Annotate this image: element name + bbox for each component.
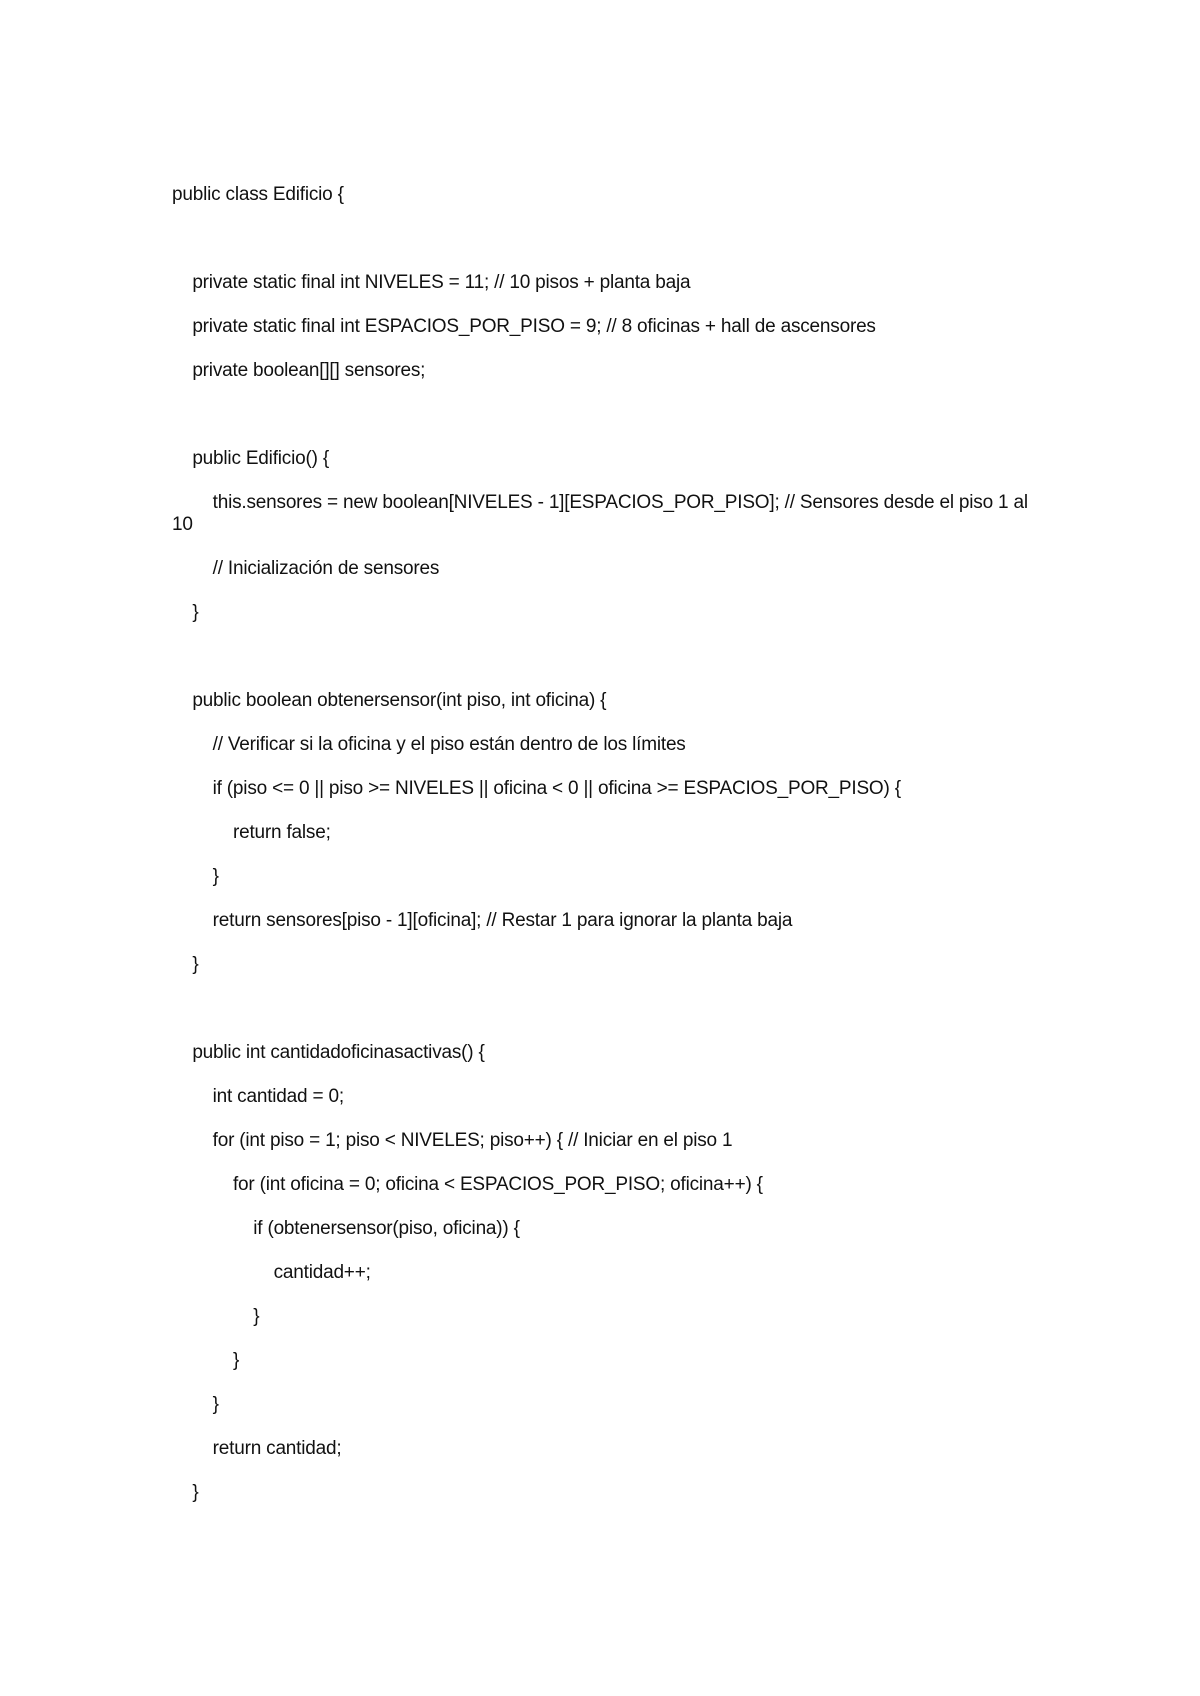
code-line: // Inicialización de sensores: [172, 558, 440, 579]
code-line: for (int piso = 1; piso < NIVELES; piso++) { // Iniciar en el piso 1: [172, 1130, 733, 1151]
code-line: }: [172, 1350, 240, 1371]
blank-line: [172, 998, 1052, 1020]
code-line: private static final int NIVELES = 11; // 10 pisos + planta baja: [172, 272, 691, 293]
code-line: if (piso <= 0 || piso >= NIVELES || oficina < 0 || oficina >= ESPACIOS_POR_PISO) {: [172, 778, 901, 799]
code-line: public class Edificio {: [172, 184, 344, 205]
code-line-wrapped: [172, 492, 1052, 536]
code-line: if (obtenersensor(piso, oficina)) {: [172, 1218, 520, 1239]
code-line: }: [172, 1482, 199, 1503]
code-line: public int cantidadoficinasactivas() {: [172, 1042, 485, 1063]
code-line: }: [172, 1394, 219, 1415]
code-line: }: [172, 602, 199, 623]
code-line: for (int oficina = 0; oficina < ESPACIOS_POR_PISO; oficina++) {: [172, 1174, 763, 1195]
code-line: public Edificio() {: [172, 448, 329, 469]
code-line: int cantidad = 0;: [172, 1086, 344, 1107]
blank-line: [172, 404, 1052, 426]
code-line-text: this.sensores = new boolean[NIVELES - 1][ESPACIOS_POR_PISO]; // Sensores desde el piso 1 al 10: [172, 492, 1033, 535]
code-line: return cantidad;: [172, 1438, 342, 1459]
code-line: private static final int ESPACIOS_POR_PISO = 9; // 8 oficinas + hall de ascensores: [172, 316, 876, 337]
code-line: public boolean obtenersensor(int piso, int oficina) {: [172, 690, 607, 711]
code-line: return false;: [172, 822, 331, 843]
code-line: }: [172, 1306, 260, 1327]
code-line: cantidad++;: [172, 1262, 371, 1283]
code-line: private boolean[][] sensores;: [172, 360, 426, 381]
code-line: return sensores[piso - 1][oficina]; // Restar 1 para ignorar la planta baja: [172, 910, 793, 931]
code-line: // Verificar si la oficina y el piso están dentro de los límites: [172, 734, 686, 755]
code-line: }: [172, 954, 199, 975]
code-block: [172, 184, 1052, 1526]
blank-line: [172, 228, 1052, 250]
code-line: }: [172, 866, 219, 887]
blank-line: [172, 646, 1052, 668]
